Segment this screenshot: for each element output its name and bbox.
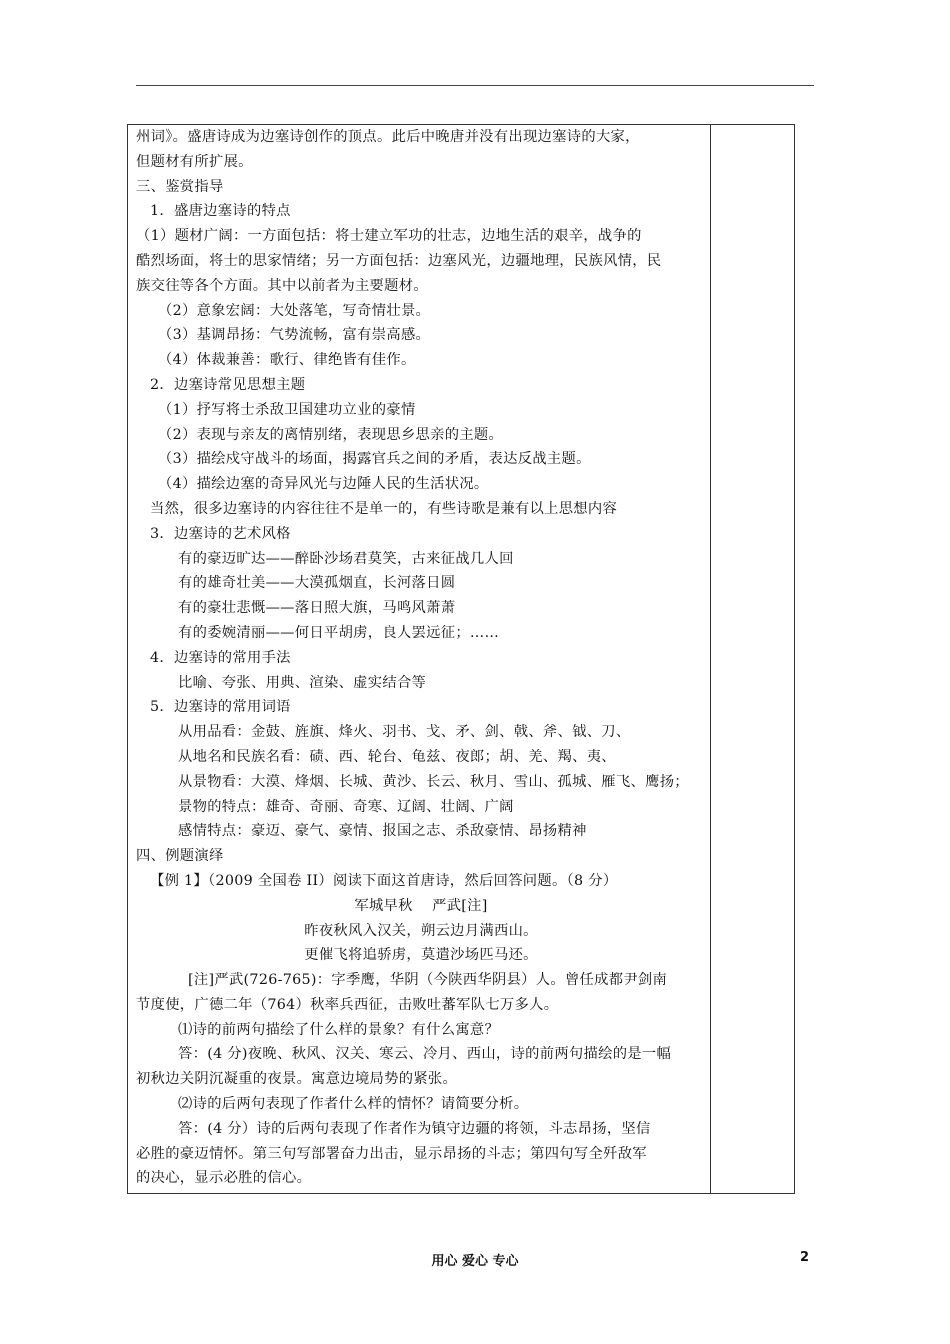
section-heading: 四、例题演绎 — [136, 848, 224, 865]
text-line: 从景物看：大漠、烽烟、长城、黄沙、长云、秋月、雪山、孤城、雁飞、鹰扬； — [178, 773, 689, 790]
text-line: （2）意象宏阔：大处落笔，写奇情壮景。 — [158, 302, 431, 319]
page-number: 2 — [800, 1250, 810, 1265]
header-rule — [136, 85, 814, 86]
text-line: 但题材有所扩展。 — [136, 153, 253, 170]
text-line: （3）基调昂扬：气势流畅，富有崇高感。 — [158, 327, 431, 344]
text-line: 有的委婉清丽——何日平胡虏，良人罢远征；…… — [178, 624, 500, 641]
text-line: 从用品看：金鼓、旌旗、烽火、羽书、戈、矛、剑、戟、斧、钺、刀、 — [178, 724, 631, 741]
text-line: （1）题材广阔：一方面包括：将士建立军功的壮志，边地生活的艰辛，战争的 — [136, 228, 642, 245]
text-line: （2）表现与亲友的离情别绪，表现思乡思亲的主题。 — [158, 426, 504, 443]
question-text: ⑵诗的后两句表现了作者什么样的情怀？请简要分析。 — [178, 1096, 529, 1113]
text-line: （1）抒写将士杀敌卫国建功立业的豪情 — [158, 401, 416, 418]
text-line: 州词》。盛唐诗成为边塞诗创作的顶点。此后中晚唐并没有出现边塞诗的大家， — [136, 129, 640, 145]
answer-text: 初秋边关阴沉凝重的夜景。寓意边境局势的紧张。 — [136, 1071, 458, 1088]
answer-text: 必胜的豪迈情怀。第三句写部署奋力出击，显示昂扬的斗志；第四句写全歼敌军 — [136, 1145, 647, 1162]
answer-text: 答：(4 分）诗的后两句表现了作者作为镇守边疆的将领，斗志昂扬，坚信 — [178, 1120, 651, 1137]
subsection-heading: 3．边塞诗的艺术风格 — [150, 525, 291, 542]
poem-line: 更催飞将追骄虏，莫遣沙场匹马还。 — [304, 947, 538, 964]
text-line: 景物的特点：雄奇、奇丽、奇寒、辽阔、壮阔、广阔 — [178, 798, 514, 815]
table-main-cell — [136, 125, 706, 1191]
answer-text: 答：(4 分)夜晚、秋风、汉关、寒云、冷月、西山，诗的前两句描绘的是一幅 — [178, 1046, 672, 1063]
subsection-heading: 4．边塞诗的常用手法 — [150, 649, 291, 666]
text-line: 酷烈场面，将士的思家情绪；另一方面包括：边塞风光，边疆地理，民族风情，民 — [136, 252, 662, 269]
subsection-heading: 5．边塞诗的常用词语 — [150, 699, 291, 716]
text-line: 从地名和民族名看：碛、西、轮台、龟兹、夜郎；胡、羌、羯、夷、 — [178, 748, 616, 765]
poem-title: 军城早秋 严武[注] — [354, 897, 488, 914]
section-heading: 三、鉴赏指导 — [136, 178, 224, 195]
question-text: ⑴诗的前两句描绘了什么样的景象？有什么寓意？ — [178, 1021, 500, 1038]
annotation-text: [注]严武(726-765)：字季鹰，华阴（今陕西华阴县）人。曾任成都尹剑南 — [188, 972, 668, 989]
text-line: 当然，很多边塞诗的内容往往不是单一的，有些诗歌是兼有以上思想内容 — [150, 500, 618, 517]
poem-line: 昨夜秋风入汉关，朔云边月满西山。 — [304, 922, 538, 939]
answer-text: 的决心，显示必胜的信心。 — [136, 1170, 312, 1187]
example-heading: 【例 1】（2009 全国卷 II）阅读下面这首唐诗，然后回答问题。（8 分） — [150, 872, 618, 889]
table-column-divider — [710, 125, 711, 1193]
text-line: 族交往等各个方面。其中以前者为主要题材。 — [136, 277, 428, 294]
footer-motto: 用心 爱心 专心 — [431, 1254, 519, 1269]
text-line: 有的豪迈旷达——醉卧沙场君莫笑，古来征战几人回 — [178, 550, 514, 567]
text-line: 比喻、夸张、用典、渲染、虚实结合等 — [178, 674, 427, 691]
subsection-heading: 1．盛唐边塞诗的特点 — [150, 203, 291, 220]
text-line: 感情特点：豪迈、豪气、豪情、报国之志、杀敌豪情、昂扬精神 — [178, 823, 587, 840]
text-line: 有的雄奇壮美——大漠孤烟直，长河落日圆 — [178, 575, 456, 592]
subsection-heading: 2．边塞诗常见思想主题 — [150, 376, 306, 393]
text-line: （4）描绘边塞的奇异风光与边陲人民的生活状况。 — [158, 476, 489, 493]
text-line: 有的豪壮悲慨——落日照大旗，马鸣风萧萧 — [178, 600, 456, 617]
annotation-text: 节度使，广德二年（764）秋率兵西征，击败吐蕃军队七万多人。 — [136, 996, 559, 1013]
text-line: （3）描绘戍守战斗的场面，揭露官兵之间的矛盾，表达反战主题。 — [158, 451, 591, 468]
content-table — [127, 124, 795, 1194]
text-line: （4）体裁兼善：歌行、律绝皆有佳作。 — [158, 352, 416, 369]
